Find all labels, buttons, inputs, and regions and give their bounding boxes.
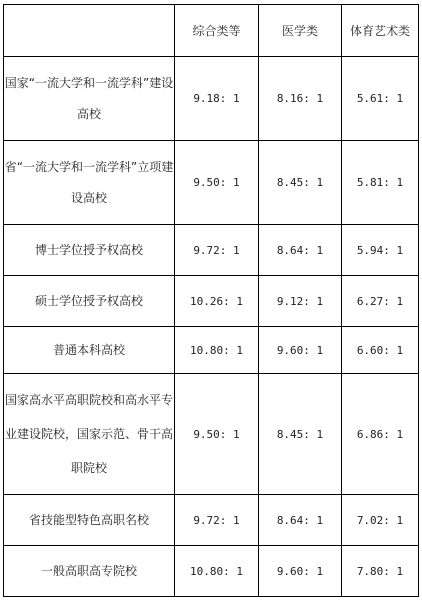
row-label: 普通本科高校 [4,327,175,374]
header-row [4,5,419,57]
ratio-cell: 5.61: 1 [342,57,419,141]
ratio-cell: 6.86: 1 [342,374,419,495]
table-row [4,495,419,546]
ratio-cell: 10.26: 1 [175,276,259,327]
ratio-cell: 8.64: 1 [259,495,342,546]
row-label: 省“一流大学和一流学科”立项建设高校 [4,141,175,225]
row-label: 省技能型特色高职名校 [4,495,175,546]
table-row [4,57,419,141]
ratio-cell: 9.50: 1 [175,141,259,225]
ratio-cell: 6.27: 1 [342,276,419,327]
table-row [4,374,419,495]
ratio-cell: 5.81: 1 [342,141,419,225]
ratio-cell: 9.60: 1 [259,327,342,374]
table-row [4,327,419,374]
ratio-cell: 8.64: 1 [259,225,342,276]
ratio-cell: 9.50: 1 [175,374,259,495]
header-cell-medical: 医学类 [259,5,342,57]
header-cell-empty [4,5,175,57]
ratio-cell: 10.80: 1 [175,546,259,597]
ratio-cell: 7.02: 1 [342,495,419,546]
ratio-cell: 10.80: 1 [175,327,259,374]
ratio-cell: 6.60: 1 [342,327,419,374]
ratio-cell: 9.18: 1 [175,57,259,141]
header-cell-sports-arts: 体育艺术类 [342,5,419,57]
ratio-cell: 9.12: 1 [259,276,342,327]
table-row [4,225,419,276]
row-label: 国家“一流大学和一流学科”建设高校 [4,57,175,141]
table-row [4,141,419,225]
ratio-cell: 5.94: 1 [342,225,419,276]
ratio-cell: 9.72: 1 [175,495,259,546]
ratio-cell: 8.16: 1 [259,57,342,141]
row-label: 国家高水平高职院校和高水平专业建设院校，国家示范、骨干高职院校 [4,374,175,495]
ratio-cell: 7.80: 1 [342,546,419,597]
header-cell-comprehensive: 综合类等 [175,5,259,57]
row-label: 一般高职高专院校 [4,546,175,597]
ratio-cell: 8.45: 1 [259,141,342,225]
ratio-cell: 9.60: 1 [259,546,342,597]
ratio-cell: 9.72: 1 [175,225,259,276]
ratio-cell: 8.45: 1 [259,374,342,495]
table-row [4,276,419,327]
table-row [4,546,419,597]
row-label: 硕士学位授予权高校 [4,276,175,327]
student-teacher-ratio-table [3,4,419,597]
row-label: 博士学位授予权高校 [4,225,175,276]
